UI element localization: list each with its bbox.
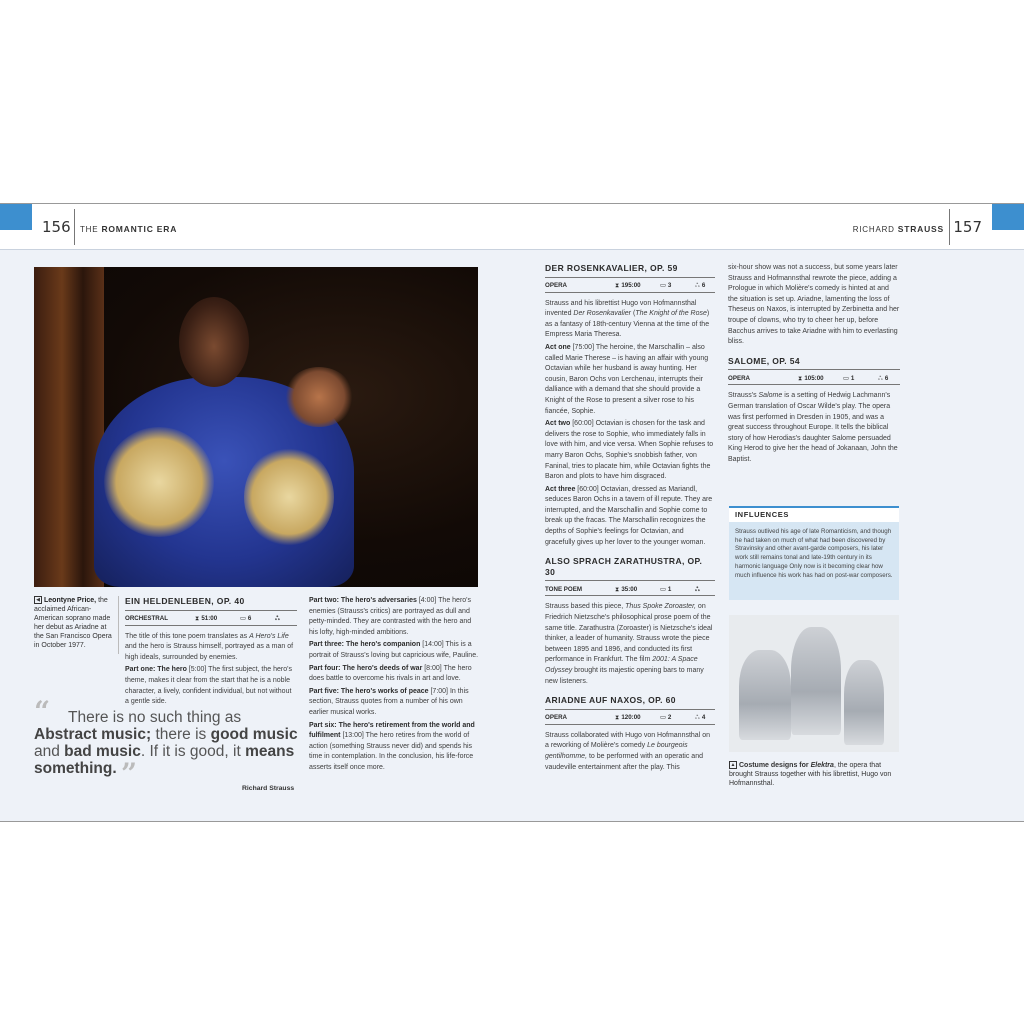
book-spread (0, 203, 1024, 822)
zara-t3: brought its majestic opening bars to many new listeners. (545, 667, 704, 685)
sketch-caption (729, 761, 904, 788)
roles-value (878, 374, 888, 385)
salome-meta (728, 373, 900, 385)
ariadne-title: ARIADNE AUF NAXOS, OP. 60 (545, 695, 715, 710)
intro-post: ) as a fantasy of 18th-century Vienna at the time of the Empress Maria Theresa. (545, 310, 710, 339)
lace-sleeve-left (104, 427, 214, 537)
left-title-main: ROMANTIC ERA (101, 224, 178, 234)
part-5-text: [7:00] In this section, Strauss quotes from a number of his own earlier musical works. (309, 687, 469, 716)
leontyne-price-photo (34, 267, 478, 587)
duration-text: 195:00 (621, 281, 641, 289)
rosenkavalier-act-1 (545, 343, 715, 417)
zara-t2-em: 2001: A Space Odyssey (545, 656, 698, 674)
heldenleben-part-5 (309, 687, 479, 719)
act-1-head: Act one (545, 343, 571, 351)
right-page-number: 157 (953, 218, 982, 236)
people-icon: ஃ (275, 614, 280, 622)
heldenleben-column-1 (125, 596, 297, 710)
raised-hand (284, 367, 354, 427)
singer-head (179, 297, 249, 387)
close-quote-icon: ” (120, 757, 138, 790)
genre-label: ORCHESTRAL (125, 614, 168, 622)
left-title-prefix: THE (80, 225, 102, 234)
ariadne-meta (545, 713, 715, 725)
left-page-number: 156 (42, 218, 71, 236)
book-icon: ▭ (660, 713, 666, 721)
act-1-text: [75:00] The heroine, the Marschallin – also called Marie Therese – is having an affair with young Octavian while her husband is away hunting. Her cousin, Baron Ochs von Lerchenau, interrupts their dalliance with a demand that she should provide a Knight of the Rose to present a silver rose to his fiancée, Sophie. (545, 343, 709, 415)
quote-d: good music (210, 726, 298, 743)
open-quote-icon: “ (34, 695, 51, 728)
act-3-text: [60:00] Octavian, dressed as Mariandl, seduces Baron Ochs in a tavern of ill repute. They are interrupted, and the Marschallin and Sophie come to break up the fracas. The Marschallin recognizes the depths of Sophie's feelings for Octavian, and gracefully gives up her lover to the younger woman. (545, 485, 713, 546)
sketch-caption-em: Elektra (810, 762, 834, 769)
rosenkavalier-act-3 (545, 485, 715, 549)
duration-value (615, 713, 660, 724)
duration-text: 120:00 (621, 713, 641, 721)
part-3-text: [14:00] This is a portrait of Strauss's loving but capricious wife, Pauline. (309, 641, 479, 659)
heldenleben-meta (125, 614, 297, 626)
part-1-text: [5:00] The first subject, the hero's theme, makes it clear from the start that he is a noble character, a lively, confident individual, but not without a gentle side. (125, 666, 292, 706)
part-2-head: Part two: The hero's adversaries (309, 597, 417, 604)
left-color-tab (0, 204, 32, 230)
caption-bold: Leontyne Price, (44, 597, 97, 604)
acts-value (660, 281, 695, 292)
costume-sketch-image (729, 615, 899, 752)
left-header-divider (74, 209, 75, 245)
sketch-caption-bold: Costume designs for (739, 762, 811, 769)
quote-a: There is no such thing as (68, 709, 242, 726)
photo-caption (34, 596, 114, 650)
part-4-text: [8:00] The hero does battle to overcome his rivals in art and love. (309, 664, 472, 683)
parts-value (240, 614, 275, 625)
genre-label: OPERA (545, 281, 568, 289)
right-title-main: STRAUSS (897, 224, 944, 234)
acts-text: 2 (667, 713, 672, 721)
roles-text: 6 (701, 281, 706, 289)
parts-text: 6 (247, 614, 252, 622)
zarathustra-text (545, 602, 715, 687)
parts-text: 1 (667, 585, 672, 593)
influences-box (729, 506, 899, 600)
zara-t2: on Friedrich Nietzsche's philosophical prose poem of the same title. Zarathustra (Zoroaster) is Nietzsche's ideal thinker, a leader of humanity. Strauss wrote the piece between 1895 and 1896, and conducted its first performance in Frankfurt. The film (545, 603, 713, 664)
quote-f: bad music (64, 743, 141, 760)
ariadne-t1: Strauss collaborated with Hugo von Hofmannsthal on a reworking of Molière's comedy (545, 731, 710, 750)
ariadne-t1-em: Le bourgeois gentilhomme, (545, 742, 688, 760)
duration-value (615, 281, 660, 292)
part-5-head: Part five: The hero's works of peace (309, 687, 429, 695)
triangle-pointer-icon: ◀ (34, 596, 42, 604)
salome-t1: Strauss's (728, 392, 759, 400)
acts-text: 3 (667, 281, 672, 289)
intro-em-1: Der Rosenkavalier (573, 310, 632, 318)
heldenleben-column-2 (309, 596, 479, 776)
right-color-tab (992, 204, 1024, 230)
right-column-b (728, 263, 900, 468)
roles-text: 4 (701, 713, 706, 721)
lace-sleeve-right (244, 447, 334, 547)
book-icon: ▭ (660, 281, 666, 289)
book-icon: ▭ (240, 614, 246, 622)
heldenleben-part-3 (309, 640, 479, 661)
clock-icon: ⧗ (615, 585, 620, 593)
heldenleben-part-2 (309, 596, 479, 638)
zarathustra-meta (545, 584, 715, 596)
roles-value (695, 281, 705, 292)
duration-text: 105:00 (804, 374, 824, 382)
intro-post: and the hero is Strauss himself, portrayed as a man of high ideals, surrounded by enemies. (125, 643, 294, 661)
sketch-figure-2 (791, 627, 841, 735)
sketch-figure-3 (844, 660, 884, 745)
heldenleben-part-4 (309, 664, 479, 685)
zara-t1-em: Thus Spoke Zoroaster, (625, 603, 696, 611)
parts-value (660, 585, 695, 596)
people-icon: ஃ (695, 585, 700, 593)
quote-b: Abstract music; (34, 726, 152, 743)
roles-text: 6 (884, 374, 889, 382)
heldenleben-title: EIN HELDENLEBEN, OP. 40 (125, 596, 297, 611)
intro-pre: The title of this tone poem translates as (125, 632, 250, 640)
duration-value (195, 614, 240, 625)
duration-text: 35:00 (621, 585, 638, 593)
duration-value (798, 374, 843, 385)
quote-g: . If it is good, it (140, 743, 246, 760)
people-icon: ஃ (695, 281, 700, 289)
genre-label: OPERA (728, 374, 751, 382)
right-running-title (853, 224, 944, 234)
right-column-a (545, 263, 715, 775)
duration-value (615, 585, 660, 596)
clock-icon: ⧗ (195, 614, 200, 622)
rosenkavalier-act-2 (545, 419, 715, 483)
part-6-text: [13:00] The hero retires from the world of action (something Strauss never did) and spends his time in contemplation. In the conclusion, his life-force asserts itself once more. (309, 732, 474, 771)
ariadne-text (545, 731, 715, 773)
caption-text: the acclaimed African-American soprano made her debut as Ariadne at the San Francisco Opera in October 1977. (34, 597, 112, 649)
part-4-head: Part four: The hero's deeds of war (309, 664, 423, 672)
quote-c: there is (151, 726, 211, 743)
intro-em-2: The Knight of the Rose (635, 310, 707, 318)
act-3-head: Act three (545, 485, 576, 493)
salome-t2: is a setting of Hedwig Lachmann's German translation of Oscar Wilde's play. The opera was first performed in Dresden in 1905, and was a great success throughout Europe. It tells the biblical story of how Herodias's daughter Salome persuaded King Herod to give her the head of Jokanaan, John the Baptist. (728, 392, 898, 463)
intro-mid: ( (631, 310, 636, 318)
quote-e: and (34, 743, 65, 760)
heldenleben-part-6 (309, 721, 479, 774)
left-running-title (80, 224, 177, 234)
triangle-pointer-icon: ▲ (730, 762, 736, 769)
zarathustra-title: ALSO SPRACH ZARATHUSTRA, OP. 30 (545, 556, 715, 581)
intro-pre: Strauss and his librettist Hugo von Hofmannsthal invented (545, 299, 697, 318)
sketch-figure-1 (739, 650, 791, 740)
salome-t1-em: Salome (758, 392, 783, 400)
duration-text: 51:00 (201, 614, 218, 622)
act-2-head: Act two (545, 420, 571, 428)
acts-value (660, 713, 695, 724)
act-2-text: [60:00] Octavian is chosen for the task and delivers the rose to Sophie, who immediately falls in love with him, and vice versa. When Sophie refuses to marry Baron Ochs, Sophie's snobbish father, von Faninal, tries to placate him, while Octavian fights the Baron and plots to have him disgraced. (545, 420, 714, 481)
people-icon: ஃ (878, 374, 883, 382)
quote-h: means something. (34, 743, 295, 777)
clock-icon: ⧗ (615, 713, 620, 721)
intro-em: A Hero's Life (249, 632, 289, 640)
heldenleben-intro (125, 632, 297, 664)
part-1-head: Part one: The hero (125, 666, 187, 674)
rosenkavalier-meta (545, 281, 715, 293)
quote-author: Richard Strauss (242, 785, 295, 792)
book-icon: ▭ (660, 585, 666, 593)
pull-quote (34, 695, 304, 792)
part-3-head: Part three: The hero's companion (309, 641, 421, 649)
genre-label: OPERA (545, 713, 568, 721)
caption-divider (118, 596, 119, 654)
acts-value (843, 374, 878, 385)
influences-title: INFLUENCES (729, 506, 899, 522)
right-title-prefix: RICHARD (852, 225, 898, 234)
part-6-head: Part six: The hero's retirement from the world and fulfilment (309, 721, 475, 740)
right-header-divider (949, 209, 950, 245)
page-header (0, 204, 1024, 250)
book-icon: ▭ (843, 374, 849, 382)
clock-icon: ⧗ (615, 281, 620, 289)
salome-text (728, 391, 900, 465)
genre-label: TONE POEM (545, 585, 583, 593)
sketch-caption-text: , the opera that brought Strauss together with his librettist, Hugo von Hofmannsthal. (729, 762, 892, 787)
people-icon: ஃ (695, 713, 700, 721)
heldenleben-part-1 (125, 665, 297, 707)
clock-icon: ⧗ (798, 374, 803, 382)
influences-text: Strauss outlived his age of late Romanticism, and though he had taken on much of what had been discovered by Stravinsky and other avant-garde composers, his later work still remains tonal and late-19th century in its harmonic language Only now is it becoming clear how much influence his work has had on post-war composers. (735, 528, 893, 579)
zara-t1: Strauss based this piece, (545, 603, 626, 611)
ariadne-continued: six-hour show was not a success, but some years later Strauss and Hofmannsthal rewrote the piece, adding a Prologue in which Molière's comedy is hinted at and the situation is set up. Ariadne, lamenting the loss of Theseus on Naxos, is interrupted by Zerbinetta and her troupe of clowns, who try to cheer her up, before Bacchus arrives to take Ariadne with him to everlasting bliss. (728, 264, 900, 346)
rosenkavalier-intro (545, 299, 715, 341)
rosenkavalier-title: DER ROSENKAVALIER, OP. 59 (545, 263, 715, 278)
roles-value (695, 713, 705, 724)
salome-title: SALOME, OP. 54 (728, 356, 900, 371)
ariadne-t2: to be performed with an operatic and vaudeville entertainment after the play. This (545, 752, 703, 771)
acts-text: 1 (850, 374, 855, 382)
part-2-text: [4:00] The hero's enemies (Strauss's critics) are portrayed as dull and petty-minded. They are contrasted with the hero and his lofty, high-minded ambitions. (309, 597, 472, 636)
